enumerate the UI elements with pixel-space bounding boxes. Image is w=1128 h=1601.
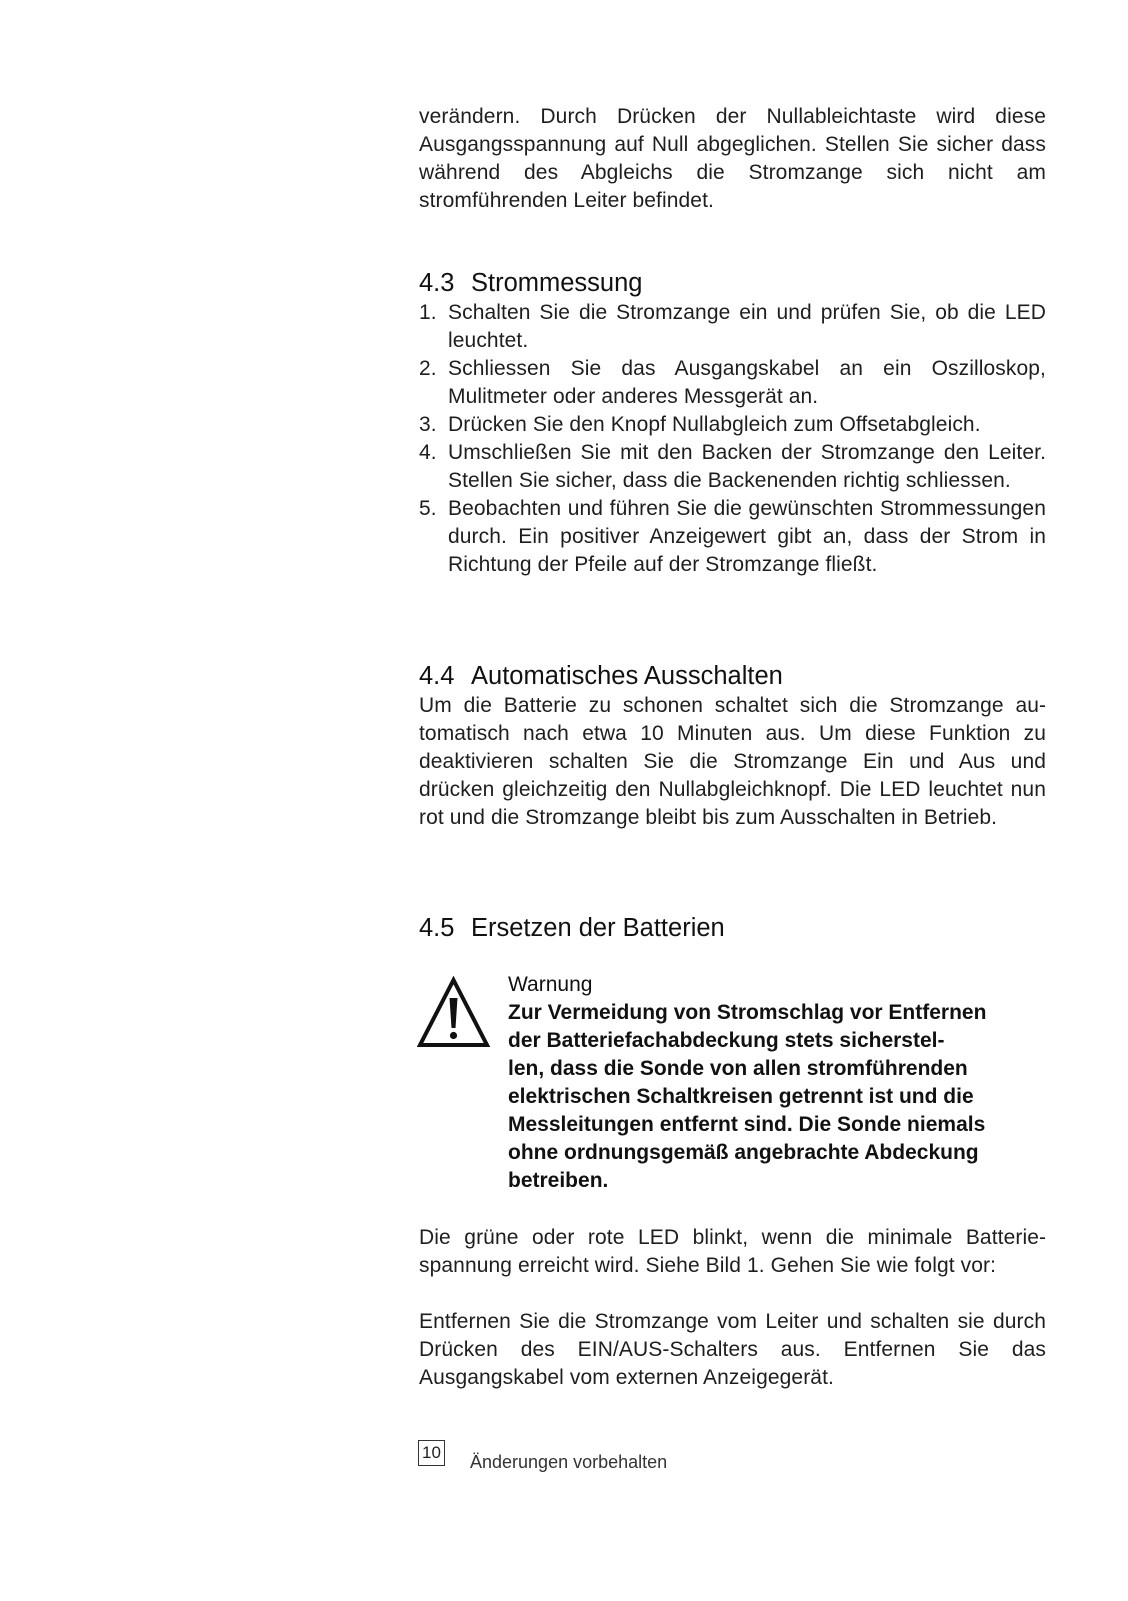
section-title: Strommessung — [471, 269, 643, 297]
warning-triangle-icon — [417, 976, 490, 1049]
warning-line: der Batteriefachabdeckung stets sicherstel- — [508, 1029, 945, 1052]
battery-led-paragraph: Die grüne oder rote LED blinkt, wenn die minimale Batteriespannung erreicht wird. Siehe Bild 1. Gehen Sie wie folgt vor: — [419, 1226, 1046, 1277]
step-text: Schalten Sie die Stromzange ein und prüfen Sie, ob die LED leuchtet. — [448, 301, 1046, 352]
warning-block — [508, 971, 1028, 1195]
step-number: 3. — [419, 413, 437, 436]
list-item — [419, 495, 1046, 579]
list-item — [419, 355, 1046, 411]
step-number: 2. — [419, 357, 437, 380]
section-number: 4.4 — [419, 662, 455, 690]
step-number: 4. — [419, 441, 437, 464]
section-title: Ersetzen der Batterien — [471, 914, 725, 942]
warning-title: Warnung — [508, 973, 593, 996]
warning-line: elektrischen Schaltkreisen getrennt ist und die — [508, 1085, 974, 1108]
intro-paragraph: verändern. Durch Drücken der Nullableichtaste wird diese Ausgangsspannung auf Null abgeglichen. Stellen Sie sicher dass während des Abgleichs die Stromzange sich nicht am stromführenden Leiter befindet. — [419, 105, 1046, 212]
section-heading-4-3 — [419, 267, 642, 299]
section-title: Automatisches Ausschalten — [471, 662, 783, 690]
section-heading-4-5 — [419, 912, 725, 944]
warning-line: betreiben. — [508, 1169, 609, 1192]
step-text: Drücken Sie den Knopf Nullabgleich zum Offsetabgleich. — [448, 413, 981, 436]
section-number: 4.3 — [419, 269, 455, 297]
warning-line: len, dass die Sonde von allen stromführenden — [508, 1057, 968, 1080]
list-item — [419, 439, 1046, 495]
warning-line: ohne ordnungsgemäß angebrachte Abdeckung — [508, 1141, 979, 1164]
warning-line: Messleitungen entfernt sind. Die Sonde niemals — [508, 1113, 986, 1136]
measurement-steps-list — [419, 299, 1046, 579]
step-text: Beobachten und führen Sie die gewünschten Strommessungen durch. Ein positiver Anzeigewert gibt an, dass der Strom in Richtung der Pfeile auf der Stromzange fließt. — [448, 497, 1046, 576]
list-item — [419, 299, 1046, 355]
step-number: 5. — [419, 497, 437, 520]
step-text: Schliessen Sie das Ausgangskabel an ein Oszilloskop, Mulitmeter oder anderes Messgerät an. — [448, 357, 1046, 408]
page-number: 10 — [418, 1440, 445, 1466]
step-text: Umschließen Sie mit den Backen der Stromzange den Leiter. Stellen Sie sicher, dass die Backenenden richtig schliessen. — [448, 441, 1046, 492]
step-number: 1. — [419, 301, 437, 324]
section-number: 4.5 — [419, 914, 455, 942]
auto-off-paragraph: Um die Batterie zu schonen schaltet sich die Stromzange automatisch nach etwa 10 Minuten aus. Um diese Funktion zu deaktivieren schalten Sie die Stromzange Ein und Aus und drücken gleichzeitig den Nullabgleichknopf. Die LED leuchtet nun rot und die Stromzange bleibt bis zum Ausschalten in Betrieb. — [419, 694, 1046, 829]
section-heading-4-4 — [419, 660, 783, 692]
battery-removal-paragraph: Entfernen Sie die Stromzange vom Leiter und schalten sie durch Drücken des EIN/AUS-Schalters aus. Entfernen Sie das Ausgangskabel vom externen Anzeigegerät. — [419, 1310, 1046, 1389]
list-item — [419, 411, 1046, 439]
warning-line: Zur Vermeidung von Stromschlag vor Entfernen — [508, 1001, 987, 1024]
footer-note: Änderungen vorbehalten — [470, 1452, 668, 1472]
